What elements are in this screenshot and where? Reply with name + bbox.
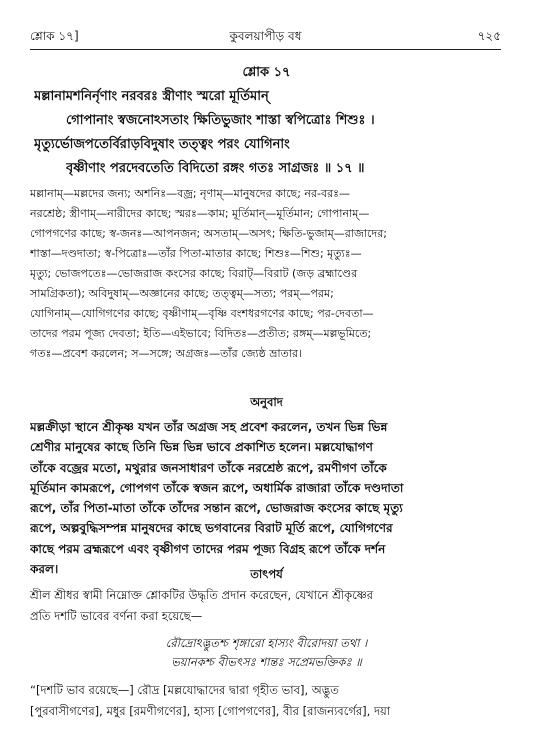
translation-line: মল্লক্রীড়া স্থানে শ্রীকৃষ্ণ যখন তাঁর অগ্রজ সহ প্রবেশ করলেন, তখন ভিন্ন ভিন্ন: [30, 420, 388, 434]
purport-heading: তাৎপর্য: [250, 567, 283, 581]
verse-line: মৃত্যুর্ভোজপতের্বিরাড়বিদুষাং তত্ত্বং পরং যোগিনাং: [34, 137, 290, 152]
synonyms-line: যোগিনাম্—যোগিগণের কাছে; বৃষ্ণীণাম্—বৃষ্ণি বংশধরগণের কাছে; পর-দেবতা—: [30, 307, 374, 320]
verse-line: গোপানাং স্বজনোঽসতাং ক্ষিতিভুজাং শাস্তা স্বপিত্রোঃ শিশুঃ ।: [66, 113, 375, 128]
synonyms-line: নরশ্রেষ্ঠ; স্ত্রীণাম্—নারীদের কাছে; স্মরঃ—কাম; মূর্তিমান্—মূর্তিমান; গোপানাম্—: [30, 207, 370, 220]
purport-intro: [30, 585, 501, 627]
quote-line: ভয়ানকশ্চ বীভৎসঃ শান্তঃ সপ্রেমভক্তিকঃ ॥: [171, 655, 362, 669]
translation-line: তাঁকে বজ্রের মতো, মথুরার জনসাধারণ তাঁকে নরশ্রেষ্ঠ রূপে, রমণীগণ তাঁকে: [30, 460, 387, 475]
header-divider: [30, 49, 501, 50]
purport-intro-line: প্রতি দশটি ভাবের বর্ণনা করা হয়েছে—: [30, 609, 203, 623]
header-verse-ref: শ্লোক ১৭]: [30, 29, 79, 43]
translation-block: [30, 417, 501, 579]
translation-line: রূপে, তাঁর পিতা-মাতা তাঁকে তাঁদের সন্তান রূপে, ভোজরাজ কংসের কাছে মৃত্যু: [30, 501, 403, 516]
synonyms-line: তাদের পরম পূজ্য দেবতা; ইতি—এইভাবে; বিদিতঃ—প্রতীত; রঙ্গম্—মল্লভূমিতে;: [30, 327, 372, 340]
synonyms-line: শাস্তা—দণ্ডদাতা; স্ব-পিত্রোঃ—তাঁর পিতা-মাতার কাছে; শিশুঃ—শিশু; মৃত্যুঃ—: [30, 247, 362, 260]
synonyms-line: মল্লানাম্—মল্লদের জন্য; অশনিঃ—বজ্র; নৃণাম্—মানুষদের কাছে; নর-বরঃ—: [30, 187, 351, 200]
translation-line: করল।: [30, 562, 59, 577]
translation-line: রূপে, অল্পবুদ্ধিসম্পন্ন মানুষদের কাছে ভগবানের বিরাট মূর্তি রূপে, যোগিগণের: [30, 521, 393, 536]
sanskrit-verse: [34, 85, 501, 181]
header-page-number: ৭২৫: [477, 29, 501, 43]
purport-quote: [0, 634, 533, 672]
translation-line: মূর্তিমান কামরূপে, গোপগণ তাঁকে স্বজন রূপে, অধার্মিক রাজারা তাঁকে দণ্ডদাতা: [30, 480, 404, 495]
synonyms-block: [30, 184, 501, 364]
translation-heading: অনুবাদ: [250, 395, 283, 409]
verse-line: বৃষ্ণীণাং পরদেবতেতি বিদিতো রঙ্গং গতঃ সাগ্রজঃ ॥ ১৭ ॥: [66, 161, 365, 176]
translation-line: কাছে পরম ব্রহ্মরূপে এবং বৃষ্ণীগণ তাদের পরম পূজ্য বিগ্রহ রূপে তাঁকে দর্শন: [30, 541, 386, 556]
purport-line: [পুরবাসীগণের], মধুর [রমণীগণের], হাস্য [গোপগণের], বীর [রাজন্যবর্গের], দয়া: [30, 704, 391, 718]
synonyms-line: সামগ্রিকতা); অবিদুষাম্—অজ্ঞানের কাছে; তত্ত্বম্—সত্য; পরম্—পরম;: [30, 287, 334, 300]
header-chapter-title: কুবলয়াপীড় বধ: [229, 29, 302, 43]
synonyms-line: মৃত্যু; ভোজপতেঃ—ভোজরাজ কংসের কাছে; বিরাট্—বিরাট (জড় ব্রহ্মাণ্ডের: [30, 267, 358, 280]
quote-line: রৌদ্রোঽদ্ভুতশ্চ শৃঙ্গারো হাস্যং বীরোদয়া তথা ।: [165, 636, 368, 650]
verse-line: মল্লানামশনির্নৃণাং নরবরঃ স্ত্রীণাং স্মরো মূর্তিমান্: [34, 89, 269, 104]
purport-line: “[দশটি ভাব রয়েছে—] রৌদ্র [মল্লযোদ্ধাদের দ্বারা গৃহীত ভাব], অদ্ভুত: [30, 683, 339, 697]
translation-line: শ্রেণীর মানুষের কাছে তিনি ভিন্ন ভিন্ন ভাবে প্রকাশিত হলেন। মল্লযোদ্ধাগণ: [30, 440, 373, 455]
page-header: [30, 28, 501, 46]
synonyms-line: গোপগণের কাছে; স্ব-জনঃ—আপনজন; অসতাম্—অসৎ; ক্ষিতি-ভুজাম্—রাজাদের;: [30, 227, 387, 240]
purport-intro-line: শ্রীল শ্রীধর স্বামী নিম্নোক্ত শ্লোকটির উদ্ধৃতি প্রদান করেছেন, যেখানে শ্রীকৃষ্ণের: [30, 588, 374, 602]
purport-body: [30, 680, 501, 722]
synonyms-line: গতঃ—প্রবেশ করলেন; স—সঙ্গে; অগ্রজঃ—তাঁর জ্যেষ্ঠ ভ্রাতার।: [30, 347, 302, 360]
verse-title: শ্লোক ১৭: [242, 65, 291, 80]
